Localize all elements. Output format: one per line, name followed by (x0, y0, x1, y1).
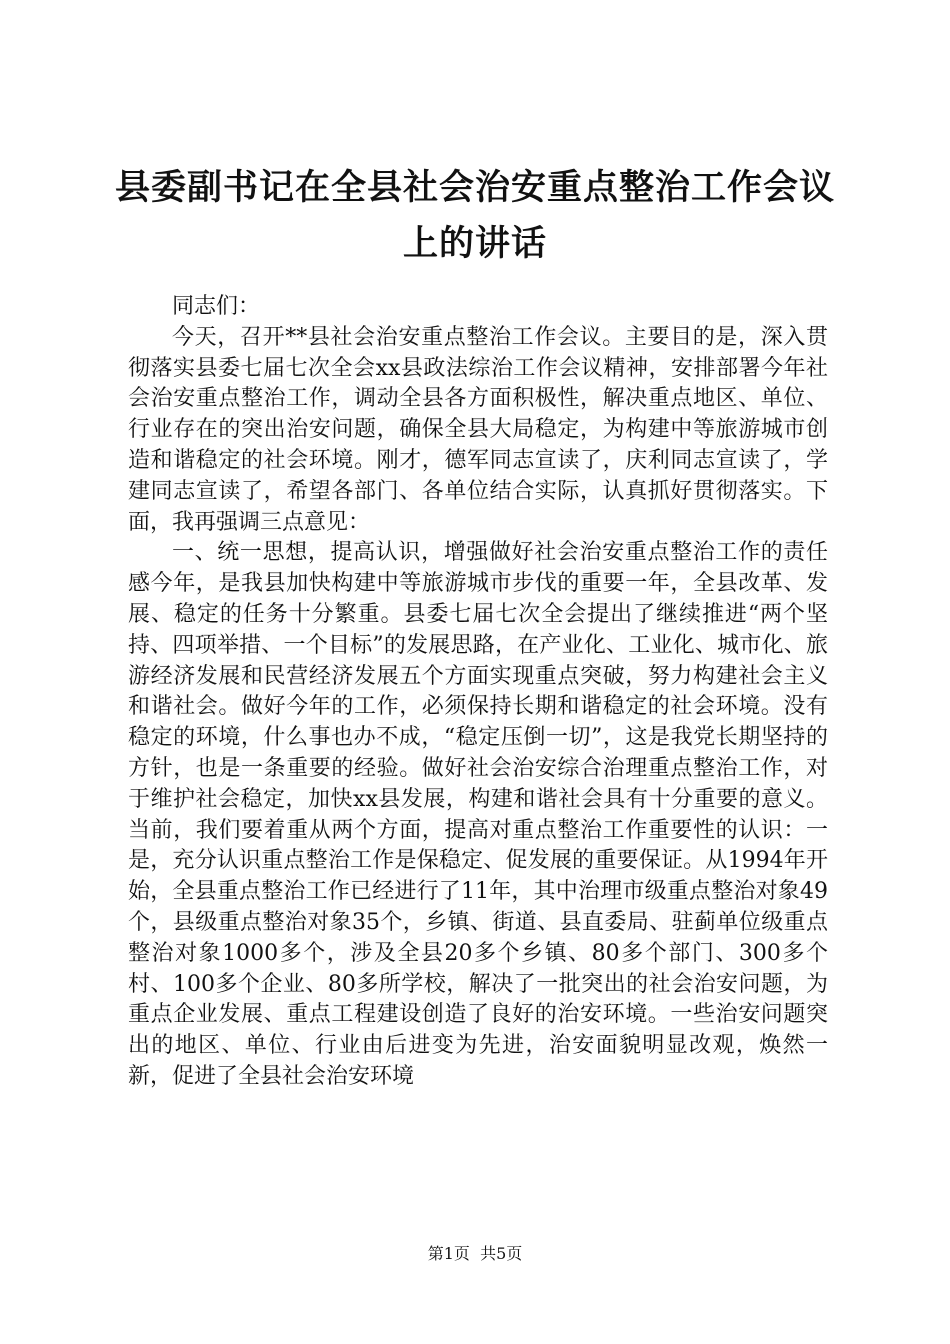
page-footer (0, 1244, 950, 1264)
paragraph-1: 今天，召开**县社会治安重点整治工作会议。主要目的是，深入贯彻落实县委七届七次全会xx县政法综治工作会议精神，安排部署今年社会治安重点整治工作，调动全县各方面积极性，解决重点地区、单位、行业存在的突出治安问题，确保全县大局稳定，为构建中等旅游城市创造和谐稳定的社会环境。刚才，德军同志宣读了，庆利同志宣读了，学建同志宣读了，希望各部门、各单位结合实际，认真抓好贯彻落实。下面，我再强调三点意见： (128, 324, 828, 535)
document-title (115, 160, 835, 272)
page-total: 共5页 (480, 1244, 523, 1263)
document-body (128, 292, 828, 1093)
title-line-2: 上的讲话 (402, 224, 547, 264)
greeting: 同志们： (172, 294, 261, 319)
title-line-1: 县委副书记在全县社会治安重点整治工作会议 (115, 168, 836, 208)
paragraph-2: 一、统一思想，提高认识，增强做好社会治安重点整治工作的责任感今年，是我县加快构建中等旅游城市步伐的重要一年，全县改革、发展、稳定的任务十分繁重。县委七届七次全会提出了继续推进“两个坚持、四项举措、一个目标”的发展思路，在产业化、工业化、城市化、旅游经济发展和民营经济发展五个方面实现重点突破，努力构建社会主义和谐社会。做好今年的工作，必须保持长期和谐稳定的社会环境。没有稳定的环境，什么事也办不成，“稳定压倒一切”，这是我党长期坚持的方针，也是一条重要的经验。做好社会治安综合治理重点整治工作，对于维护社会稳定，加快xx县发展，构建和谐社会具有十分重要的意义。当前，我们要着重从两个方面，提高对重点整治工作重要性的认识：一是，充分认识重点整治工作是保稳定、促发展的重要保证。从1994年开始，全县重点整治工作已经进行了11年，其中治理市级重点整治对象49个，县级重点整治对象35个，乡镇、街道、县直委局、驻蓟单位级重点整治对象1000多个，涉及全县20多个乡镇、80多个部门、300多个村、100多个企业、80多所学校，解决了一批突出的社会治安问题，为重点企业发展、重点工程建设创造了良好的治安环境。一些治安问题突出的地区、单位、行业由后进变为先进，治安面貌明显改观，焕然一新，促进了全县社会治安环境 (128, 540, 828, 1089)
page-number: 第1页 (427, 1244, 470, 1263)
